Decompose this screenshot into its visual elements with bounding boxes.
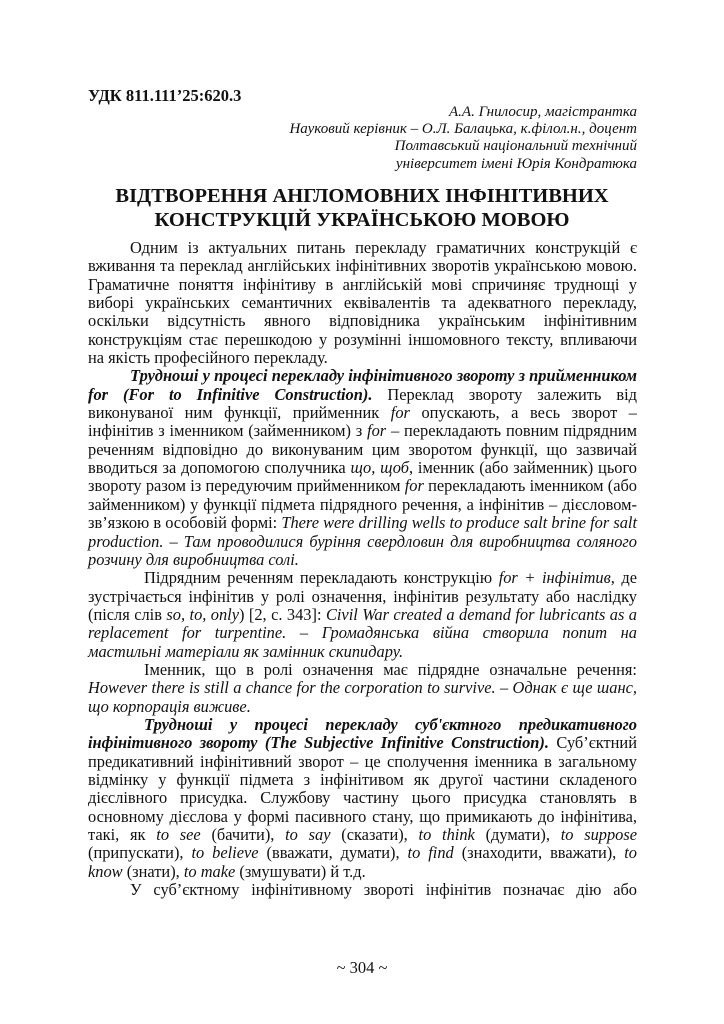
text-run: (змушувати) й т.д.	[235, 861, 366, 881]
paragraph	[88, 716, 637, 881]
italic-text: for	[404, 476, 424, 496]
text-run: опускають, а весь зворот – інфінітив з іменником (займенником) з	[88, 403, 637, 441]
author-block	[289, 104, 637, 173]
italic-text: що, щоб	[350, 458, 409, 478]
section-heading: Трудноші у процесі перекладу суб'єктного предикативного інфінітивного звороту (The Subjective Infinitive Construction).	[88, 714, 637, 753]
italic-text: There were drilling wells to produce salt brine for salt production. – Там проводилися буріння свердловин для виробництва соляного розчину для виробництва солі.	[88, 513, 637, 569]
text-run: , де зустрічається інфінітив у ролі означення, інфінітив результату або наслідку (після слів	[88, 568, 637, 624]
paragraph	[88, 367, 637, 569]
text-run: Переклад звороту залежить від виконуваної ним функції, прийменник	[88, 384, 638, 423]
title-line-1: ВІДТВОРЕННЯ АНГЛОМОВНИХ ІНФІНІТИВНИХ	[115, 185, 609, 207]
text-run: (бачити),	[200, 825, 286, 844]
paragraph	[88, 239, 637, 367]
paragraph	[88, 881, 637, 899]
text-run: – перекладають повним підрядним реченням відповідно до виконуваним цим зворотом функції, що зазвичай вводиться за допомогою сполучника	[88, 421, 637, 478]
italic-text: to believe	[191, 843, 259, 863]
text-run: Суб’єктний предикативний інфінітивний зворот – це сполучення іменника в загальному відмінку у функції підмета з інфінітивом як другої частини складеного дієслівного присудка. Службову частину цього присудка становлять в основному дієслова у формі пасивного стану, що примикають до інфінітива, такі, як	[88, 733, 637, 844]
text-run: У суб’єктному інфінітивному звороті інфінітив позначає дію або	[130, 880, 637, 900]
text-run: (вважати, думати),	[258, 843, 408, 863]
italic-text: to know	[88, 843, 637, 881]
text-run: Одним із актуальних питань перекладу граматичних конструкцій є вживання та переклад англійських інфінітивних зворотів українською мовою. Граматичне поняття інфінітиву в англійській мові спричиняє труднощі у виборі українських семантичних еквівалентів та адекватного перекладу, оскільки відсутність явного відповідника українським інфінітивним конструкціям стає перешкодою у розумінні іншомовного тексту, впливаючи на якість професійного перекладу.	[88, 238, 637, 368]
italic-text: to suppose	[560, 825, 638, 844]
supervisor: Науковий керівник – О.Л. Балацька, к.філол.н., доцент	[289, 121, 637, 138]
text-run: , іменник (або займенник) цього звороту разом із передуючим прийменником	[88, 458, 638, 496]
text-run: Іменник, що в ролі означення має підрядне означальне речення:	[144, 659, 637, 679]
paragraph	[88, 661, 637, 716]
udk-code: УДК 811.111’25:620.3	[88, 86, 242, 105]
italic-text: to find	[407, 843, 454, 863]
article-body	[88, 239, 637, 899]
italic-text: for + інфінітив	[498, 568, 611, 588]
italic-text: so, to, only	[166, 604, 240, 624]
italic-text: However there is still a chance for the corporation to survive. – Однак є ще шанс, що корпорація виживе.	[88, 678, 637, 716]
article-title	[60, 184, 664, 232]
text-run: ) [2, с. 343]:	[239, 604, 326, 624]
italic-text: for	[367, 421, 387, 441]
italic-text: for	[390, 403, 410, 423]
text-run: (думати),	[474, 825, 561, 844]
affiliation-line-1: Полтавський національний технічний	[394, 138, 637, 155]
italic-text: to say	[285, 825, 331, 844]
italic-text: Civil War created a demand for lubricants as a replacement for turpentine. – Громадянська війна створила попит на мастильні матеріали як замінник скипидару.	[88, 604, 637, 661]
text-run: (сказати),	[330, 825, 419, 844]
affiliation-line-2: університет імені Юрія Кондратюка	[395, 155, 637, 172]
text-run: (знаходити, вважати),	[453, 843, 625, 863]
text-run: перекладають іменником (або займенником) у функції підмета підрядного речення, а інфінітив – дієсловом-зв’язкою в особовій формі:	[88, 476, 637, 533]
text-run: Підрядним реченням перекладають конструкцію	[144, 568, 499, 588]
title-line-2: КОНСТРУКЦІЙ УКРАЇНСЬКОЮ МОВОЮ	[154, 209, 570, 231]
text-run: (припускати),	[88, 843, 192, 863]
author-name: А.А. Гнилосир, магістрантка	[449, 104, 637, 120]
italic-text: to make	[183, 861, 236, 881]
italic-text: to think	[418, 825, 475, 844]
section-heading: Трудноші у процесі перекладу інфінітивного звороту з прийменником for (For to Infinitive Construction).	[88, 366, 637, 404]
italic-text: to see	[156, 825, 201, 844]
paragraph	[88, 569, 637, 661]
text-run: (знати),	[122, 861, 184, 881]
page-number: ~ 304 ~	[336, 958, 388, 977]
